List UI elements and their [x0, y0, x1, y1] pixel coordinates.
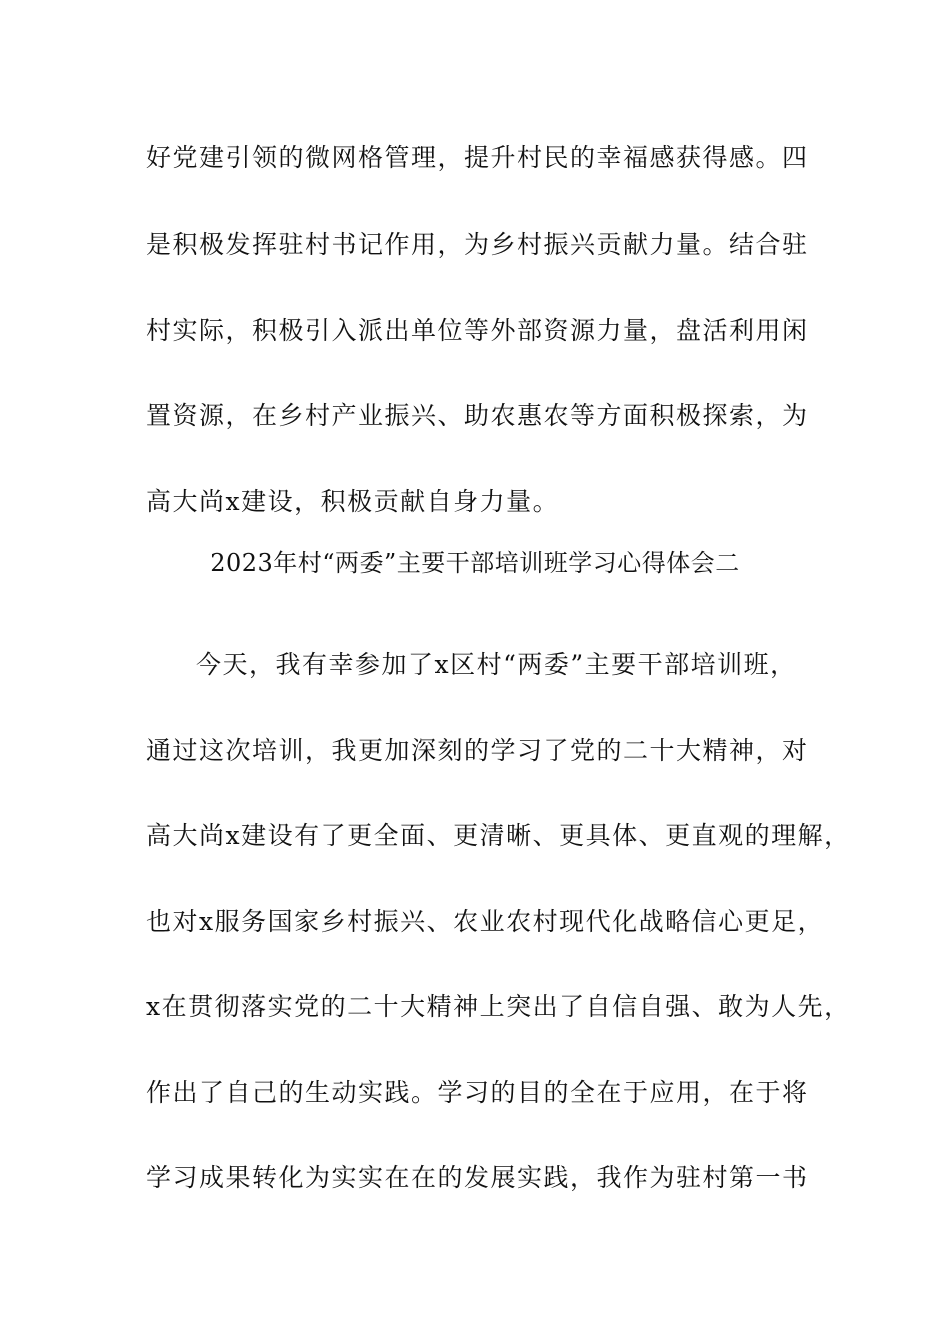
body-text-line: 村实际，积极引入派出单位等外部资源力量，盘活利用闲: [146, 316, 809, 345]
body-text-line: 学习成果转化为实实在在的发展实践，我作为驻村第一书: [146, 1163, 809, 1192]
paragraph-first-line: 今天，我有幸参加了x区村“两委”主要干部培训班，: [196, 650, 797, 679]
body-text-line: 好党建引领的微网格管理，提升村民的幸福感获得感。四: [146, 143, 809, 172]
body-text-line: 置资源，在乡村产业振兴、助农惠农等方面积极探索，为: [146, 401, 809, 430]
body-text-line: 通过这次培训，我更加深刻的学习了党的二十大精神，对: [146, 736, 809, 765]
body-text-line: 作出了自己的生动实践。学习的目的全在于应用，在于将: [146, 1078, 809, 1107]
body-text-line: 也对x服务国家乡村振兴、农业农村现代化战略信心更足，: [146, 907, 825, 936]
body-text-line: x在贯彻落实党的二十大精神上突出了自信自强、敢为人先，: [146, 992, 851, 1021]
body-text-line: 高大尚x建设，积极贡献自身力量。: [146, 487, 560, 516]
section-heading: 2023年村“两委”主要干部培训班学习心得体会二: [210, 549, 740, 577]
body-text-line: 高大尚x建设有了更全面、更清晰、更具体、更直观的理解，: [146, 821, 851, 850]
body-text-line: 是积极发挥驻村书记作用，为乡村振兴贡献力量。结合驻: [146, 230, 809, 259]
